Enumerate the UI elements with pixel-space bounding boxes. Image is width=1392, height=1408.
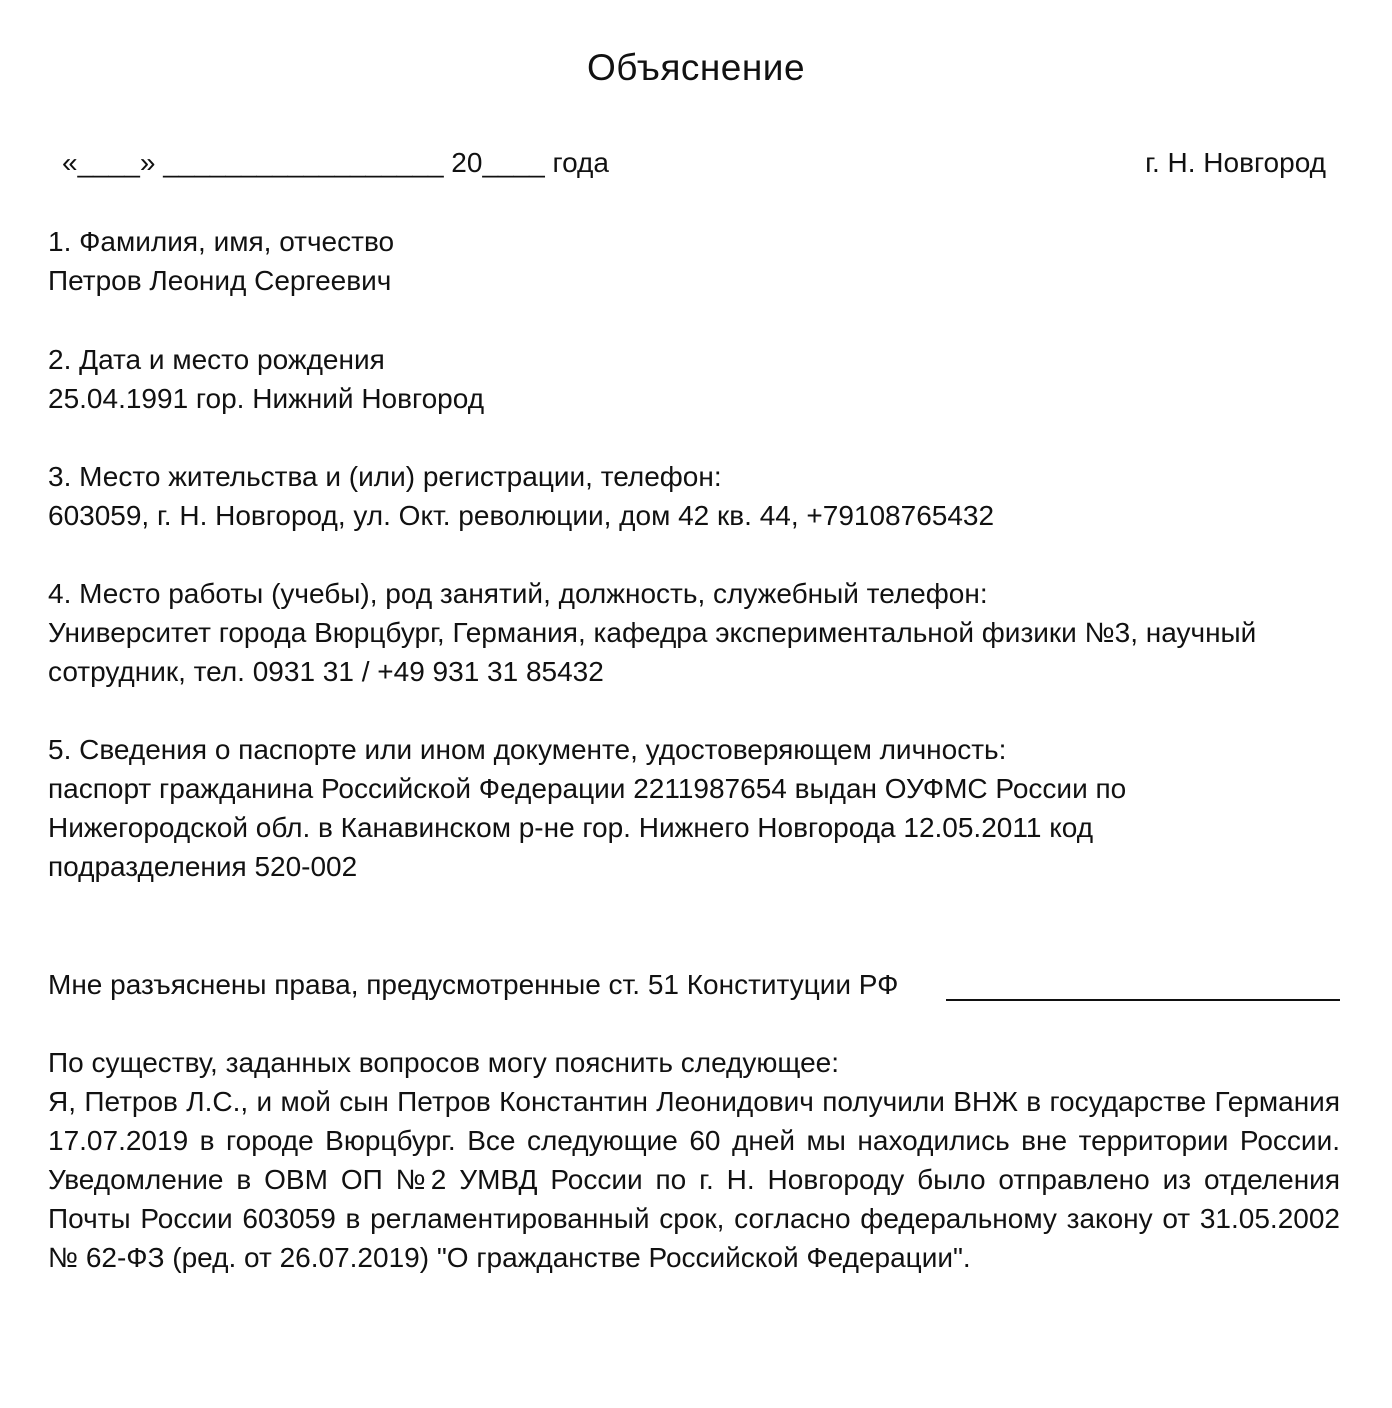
rights-text: Мне разъяснены права, предусмотренные ст. 51 Конституции РФ	[48, 969, 899, 1000]
section-birth	[48, 340, 1340, 418]
explanation-heading-text: По существу, заданных вопросов могу пояснить следующее:	[48, 1047, 840, 1078]
section-passport	[48, 730, 1340, 886]
signature-line	[946, 999, 1340, 1001]
section-value: Университет города Вюрцбург, Германия, кафедра экспериментальной физики №3, научный	[48, 617, 1257, 648]
date-city-row	[62, 142, 1326, 184]
city-name: г. Н. Новгород	[1145, 147, 1326, 178]
section-heading: 1. Фамилия, имя, отчество	[48, 226, 395, 257]
rights-statement	[48, 965, 1340, 1005]
section-value: Петров Леонид Сергеевич	[48, 265, 392, 296]
section-workplace	[48, 574, 1340, 691]
date-line: «____» __________________ 20____ года	[62, 147, 609, 178]
document-title: Объяснение	[586, 47, 806, 88]
explanation-heading	[48, 1043, 1340, 1082]
section-heading: 5. Сведения о паспорте или ином документе, удостоверяющем личность:	[48, 734, 1007, 765]
explanation-body: Я, Петров Л.С., и мой сын Петров Константин Леонидович получили ВНЖ в государстве Германия 17.07.2019 в городе Вюрцбург. Все следующие 60 дней мы находились вне территории России. Уведомление в ОВМ ОП №2 УМВД России по г. Н. Новгороду было отправлено из отделения Почты России 603059 в регламентированный срок, согласно федеральному закону от 31.05.2002 № 62-ФЗ (ред. от 26.07.2019) "О гражданстве Российской Федерации".	[48, 1086, 1340, 1273]
section-heading: 2. Дата и место рождения	[48, 344, 385, 375]
section-value: 603059, г. Н. Новгород, ул. Окт. революции, дом 42 кв. 44, +79108765432	[48, 500, 995, 531]
section-heading: 3. Место жительства и (или) регистрации, телефон:	[48, 461, 722, 492]
section-value: 25.04.1991 гор. Нижний Новгород	[48, 383, 485, 414]
section-residence	[48, 457, 1340, 535]
section-value: паспорт гражданина Российской Федерации 2211987654 выдан ОУФМС России по	[48, 773, 1127, 804]
section-value: сотрудник, тел. 0931 31 / +49 931 31 85432	[48, 656, 604, 687]
section-value: Нижегородской обл. в Канавинском р-не гор. Нижнего Новгорода 12.05.2011 код	[48, 812, 1094, 843]
section-value: подразделения 520-002	[48, 851, 358, 882]
section-full-name	[48, 222, 1340, 300]
section-heading: 4. Место работы (учебы), род занятий, должность, служебный телефон:	[48, 578, 988, 609]
